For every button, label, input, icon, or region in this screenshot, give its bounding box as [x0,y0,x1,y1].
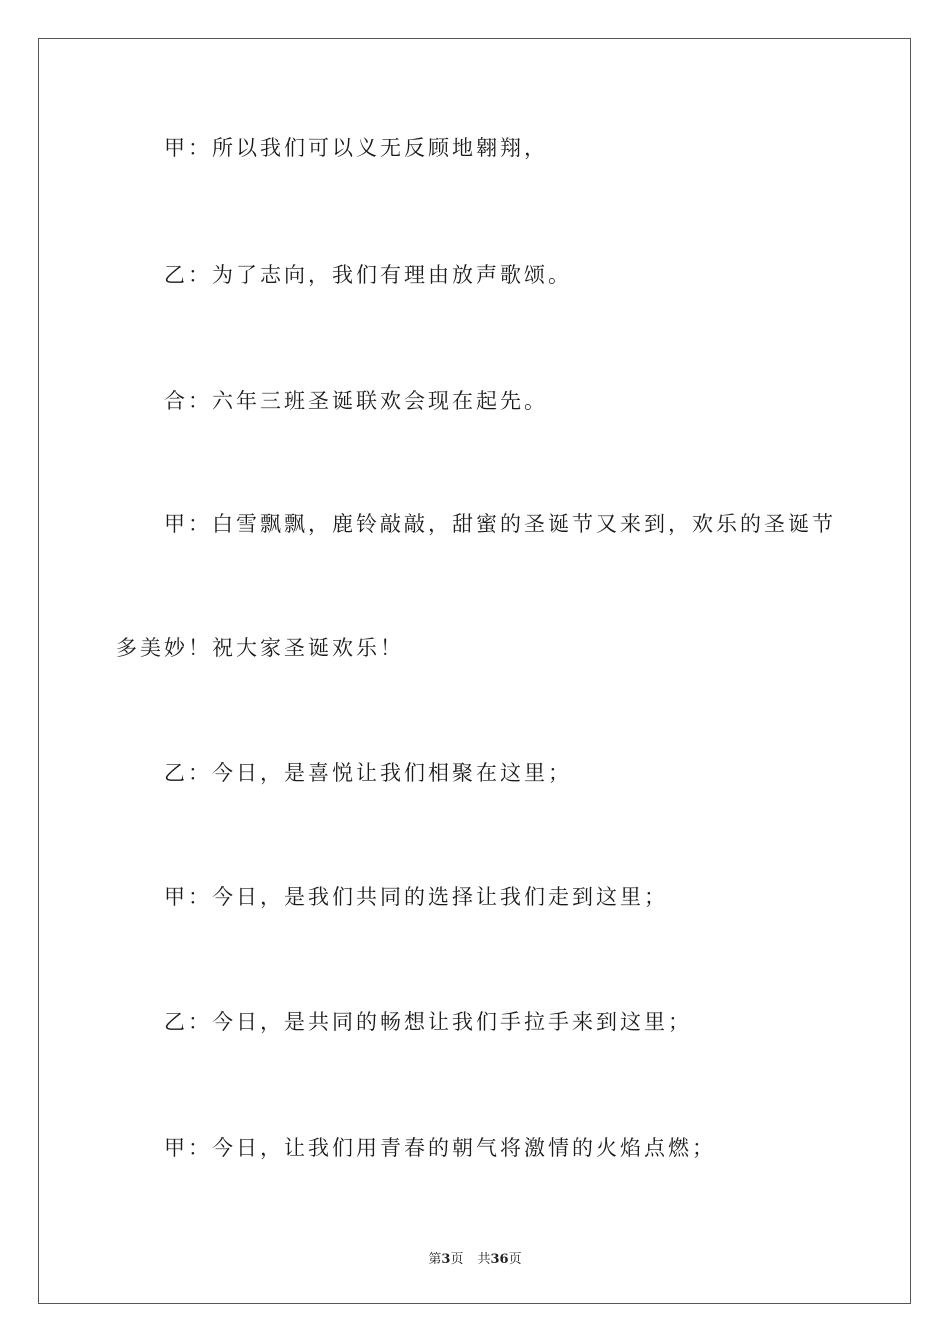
dialogue-line-5: 乙：今日，是喜悦让我们相聚在这里； [164,761,572,785]
dialogue-line-4: 甲：白雪飘飘，鹿铃敲敲，甜蜜的圣诞节又来到，欢乐的圣诞节 [164,512,836,536]
page-footer [0,1248,950,1267]
dialogue-line-3: 合：六年三班圣诞联欢会现在起先。 [164,389,548,413]
footer-page-suffix: 页 [450,1252,464,1267]
dialogue-line-6: 甲：今日，是我们共同的选择让我们走到这里； [164,885,668,909]
dialogue-line-4-continued: 多美妙！祝大家圣诞欢乐！ [116,636,404,660]
footer-page-prefix: 第 [428,1252,442,1267]
dialogue-line-7: 乙：今日，是共同的畅想让我们手拉手来到这里； [164,1010,692,1034]
footer-total-pages: 36 [490,1252,509,1267]
footer-page-number: 3 [441,1252,451,1267]
page-border [38,38,911,1304]
dialogue-line-1: 甲：所以我们可以义无反顾地翱翔， [164,136,548,160]
dialogue-line-8: 甲：今日，让我们用青春的朝气将激情的火焰点燃； [164,1136,716,1160]
footer-total-suffix: 页 [508,1252,522,1267]
footer-total-prefix: 共 [477,1252,491,1267]
dialogue-line-2: 乙：为了志向，我们有理由放声歌颂。 [164,263,572,287]
